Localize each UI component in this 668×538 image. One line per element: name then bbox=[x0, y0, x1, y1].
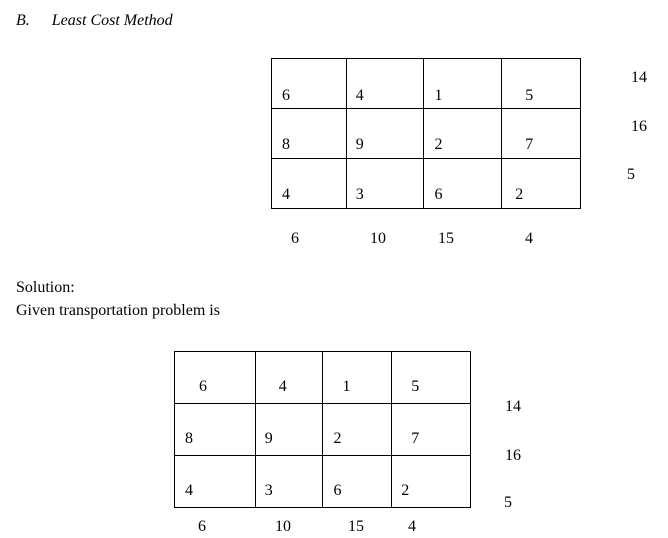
cost-cell: 8 bbox=[185, 430, 193, 447]
supply-value: 16 bbox=[631, 118, 647, 135]
cost-cell: 4 bbox=[355, 87, 364, 104]
cost-cell: 4 bbox=[185, 482, 193, 499]
solution-label: Solution: bbox=[16, 279, 75, 296]
cost-cell: 6 bbox=[333, 482, 342, 499]
cost-cell: 5 bbox=[525, 87, 534, 104]
cost-cell: 1 bbox=[434, 87, 443, 104]
cost-cell: 4 bbox=[278, 378, 287, 395]
cost-cell: 6 bbox=[282, 87, 290, 104]
supply-value: 5 bbox=[627, 166, 635, 183]
section-heading bbox=[16, 12, 173, 30]
cost-cell: 3 bbox=[264, 482, 273, 499]
demand-value: 15 bbox=[348, 518, 364, 535]
section-label: B. bbox=[16, 12, 30, 29]
cost-cell: 3 bbox=[355, 186, 364, 203]
supply-value: 14 bbox=[505, 398, 521, 415]
cost-cell: 9 bbox=[355, 136, 364, 153]
demand-value: 4 bbox=[525, 230, 533, 247]
cost-cell: 7 bbox=[411, 430, 420, 447]
demand-value: 4 bbox=[408, 518, 416, 535]
cost-cell: 7 bbox=[525, 136, 534, 153]
cost-cell: 1 bbox=[342, 378, 351, 395]
cost-cell: 2 bbox=[333, 430, 342, 447]
demand-value: 10 bbox=[275, 518, 291, 535]
demand-value: 15 bbox=[438, 230, 454, 247]
cost-cell: 8 bbox=[282, 136, 290, 153]
solution-cost-table bbox=[174, 351, 471, 508]
cost-cell: 6 bbox=[199, 378, 207, 395]
cost-cell: 2 bbox=[401, 482, 410, 499]
section-title: Least Cost Method bbox=[51, 12, 173, 29]
cost-cell: 2 bbox=[434, 136, 443, 153]
supply-value: 14 bbox=[631, 69, 647, 86]
supply-value: 16 bbox=[505, 447, 521, 464]
demand-value: 10 bbox=[370, 230, 386, 247]
cost-cell: 4 bbox=[282, 186, 290, 203]
solution-intro: Given transportation problem is bbox=[16, 302, 220, 319]
cost-cell: 9 bbox=[264, 430, 273, 447]
cost-cell: 6 bbox=[434, 186, 443, 203]
cost-cell: 5 bbox=[411, 378, 420, 395]
cost-cell: 2 bbox=[515, 186, 524, 203]
demand-value: 6 bbox=[198, 518, 206, 535]
demand-value: 6 bbox=[291, 230, 299, 247]
cost-table bbox=[271, 58, 581, 209]
supply-value: 5 bbox=[504, 494, 512, 511]
